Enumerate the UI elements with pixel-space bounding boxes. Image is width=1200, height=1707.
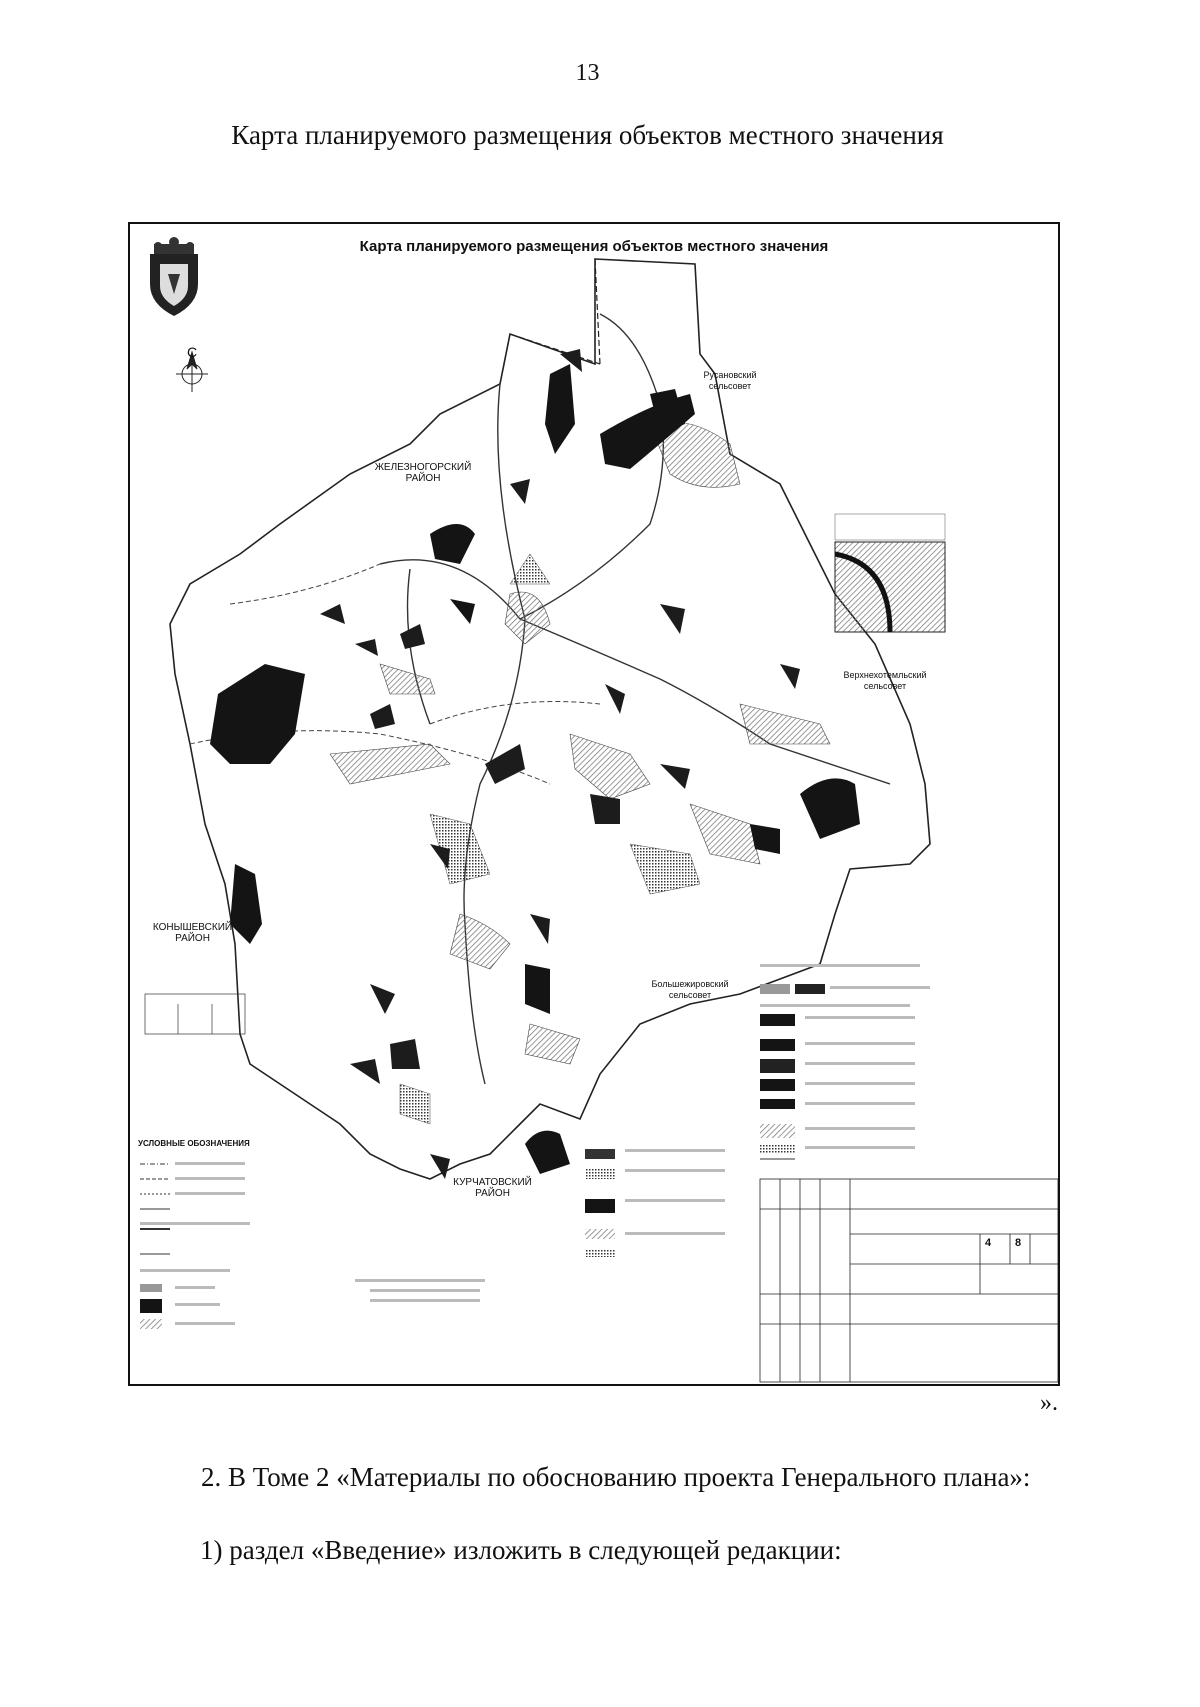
north-label: С (186, 344, 198, 360)
map-title: Карта планируемого размещения объектов местного значения (359, 238, 829, 255)
paragraph-item-2: 2. В Томе 2 «Материалы по обоснованию проекта Генерального плана»: (201, 1462, 1031, 1492)
label-rusanovsky: Русановский сельсовет (703, 370, 757, 391)
stamp-sheet-total: 8 (1015, 1237, 1022, 1249)
label-zheleznogorsky: ЖЕЛЕЗНОГОРСКИЙ РАЙОН (374, 462, 472, 484)
paragraph-subitem-1: 1) раздел «Введение» изложить в следующей редакции: (200, 1535, 842, 1565)
page-title: Карта планируемого размещения объектов местного значения (231, 120, 944, 150)
map-drawing (130, 224, 1058, 1384)
stamp-sheet-number: 4 (985, 1237, 992, 1249)
label-konyshevsky: КОНЫШЕВСКИЙ РАЙОН (152, 922, 233, 944)
page-number: 13 (575, 60, 600, 86)
closing-quote: ». (1040, 1390, 1058, 1416)
map-figure (128, 222, 1060, 1386)
label-bolshezhirovsky: Большежировский сельсовет (651, 979, 729, 1000)
label-verkhnekhotemlsky: Верхнехотемльский сельсовет (843, 670, 927, 691)
title-block-stamp (760, 1179, 1058, 1382)
inset-map (835, 514, 945, 632)
label-kurchatovsky: КУРЧАТОВСКИЙ РАЙОН (453, 1177, 532, 1199)
legend-title: УСЛОВНЫЕ ОБОЗНАЧЕНИЯ (138, 1139, 250, 1148)
